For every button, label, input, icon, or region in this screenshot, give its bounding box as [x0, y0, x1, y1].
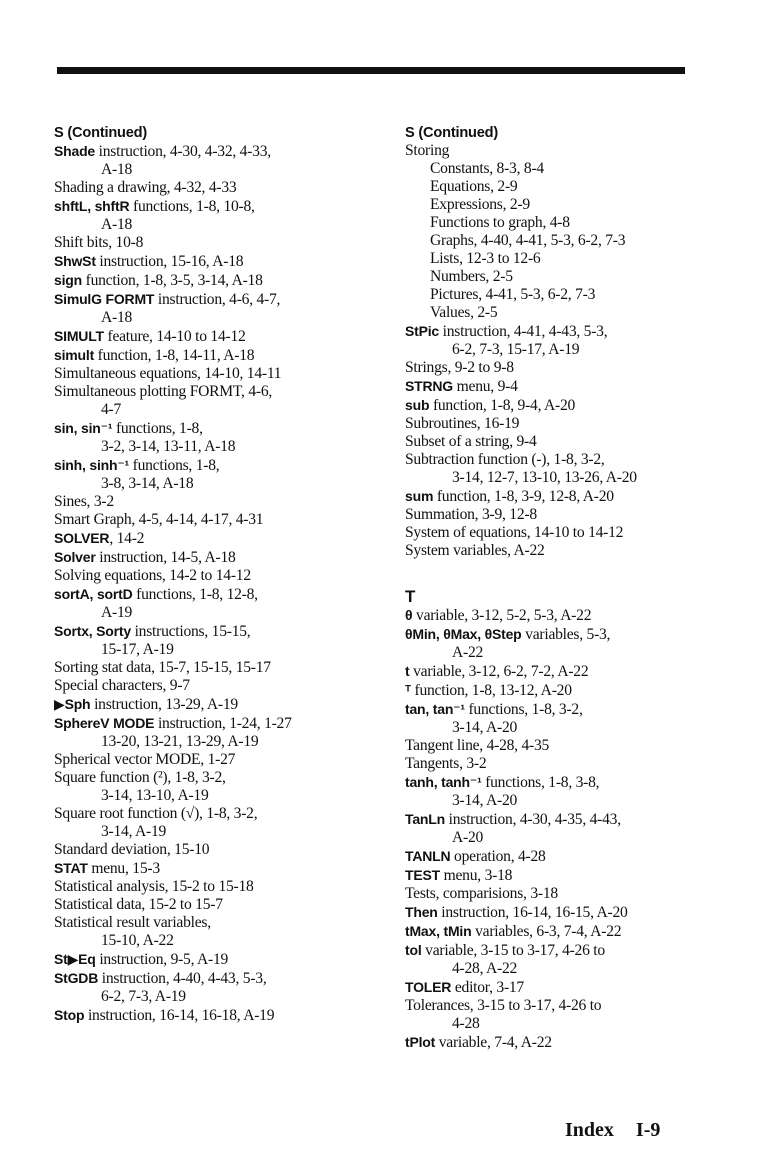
entry-keyword: Sortx, Sorty	[54, 623, 131, 639]
entry-continuation: 4-28, A-22	[452, 960, 518, 977]
entry-line	[54, 1006, 372, 1025]
entry-text: Summation, 3-9, 12-8	[405, 506, 537, 523]
entry-keyword: sortA, sortD	[54, 586, 133, 602]
entry-text: Spherical vector MODE, 1-27	[54, 751, 236, 768]
entry-continuation: 3-14, 12-7, 13-10, 13-26, A-20	[452, 469, 637, 486]
entry-keyword: tanh, tanh⁻¹	[405, 774, 482, 790]
entry-line	[54, 197, 372, 216]
entry-text: menu, 15-3	[87, 860, 160, 877]
storing-subentry: Constants, 8-3, 8-4	[430, 160, 544, 177]
right-entries-t-list	[405, 606, 705, 1052]
right-entries-s-list	[405, 322, 705, 560]
entry-line	[405, 922, 705, 941]
entry-keyword: St▶Eq	[54, 951, 96, 967]
entry-text: Sorting stat data, 15-7, 15-15, 15-17	[54, 659, 271, 676]
index-entry	[405, 847, 705, 866]
entry-text: functions, 1-8, 3-8,	[481, 774, 600, 791]
entry-text: instruction, 14-5, A-18	[95, 549, 236, 566]
index-entry	[54, 456, 372, 493]
entry-line	[54, 751, 372, 769]
entry-line	[405, 451, 705, 469]
entry-text: instructions, 15-15,	[130, 623, 251, 640]
entry-keyword: TOLER	[405, 979, 452, 995]
index-entry	[405, 451, 705, 487]
index-entry	[54, 234, 372, 252]
entry-text: System variables, A-22	[405, 542, 545, 559]
entry-keyword: Then	[405, 904, 438, 920]
entry-text: System of equations, 14-10 to 14-12	[405, 524, 624, 541]
entry-keyword: tan, tan⁻¹	[405, 701, 465, 717]
entry-text: function, 1-8, 3-9, 12-8, A-20	[433, 488, 614, 505]
entry-continuation: A-18	[101, 161, 133, 178]
entry-line	[54, 677, 372, 695]
entry-text: Tangent line, 4-28, 4-35	[405, 737, 550, 754]
entry-line	[54, 383, 372, 401]
entry-keyword: sinh, sinh⁻¹	[54, 457, 129, 473]
section-heading: S (Continued)	[405, 125, 499, 141]
index-entry	[54, 327, 372, 346]
entry-keyword: SIMULT	[54, 328, 104, 344]
entry-line	[54, 714, 372, 733]
entry-line	[54, 567, 372, 585]
entry-line	[54, 142, 372, 161]
entry-line	[54, 179, 372, 197]
entry-line	[54, 290, 372, 309]
entry-line	[405, 396, 705, 415]
entry-line	[54, 346, 372, 365]
entry-text: Shading a drawing, 4-32, 4-33	[54, 179, 237, 196]
index-column-right	[405, 124, 705, 1052]
entry-line	[405, 625, 705, 644]
entry-text: Standard deviation, 15-10	[54, 841, 210, 858]
entry-line	[54, 859, 372, 878]
entry-continuation: A-22	[452, 644, 484, 661]
entry-keyword: tMax, tMin	[405, 923, 472, 939]
index-entry	[54, 252, 372, 271]
index-entry	[405, 1033, 705, 1052]
index-entry	[405, 506, 705, 524]
entry-line	[405, 997, 705, 1015]
entry-text: instruction, 4-30, 4-32, 4-33,	[95, 143, 271, 160]
entry-label: Storing	[405, 142, 450, 159]
entry-line	[405, 700, 705, 719]
entry-text: function, 1-8, 3-5, 3-14, A-18	[81, 272, 263, 289]
entry-text: variable, 7-4, A-22	[435, 1034, 552, 1051]
entry-line	[405, 322, 705, 341]
entry-text: function, 1-8, 14-11, A-18	[94, 347, 255, 364]
entry-line	[54, 327, 372, 346]
entry-text: Statistical analysis, 15-2 to 15-18	[54, 878, 254, 895]
entry-keyword: shftL, shftR	[54, 198, 130, 214]
entry-continuation: 3-14, A-20	[452, 719, 518, 736]
index-entry	[405, 810, 705, 847]
entry-line	[54, 456, 372, 475]
entry-text: instruction, 16-14, 16-18, A-19	[84, 1007, 275, 1024]
index-entry	[54, 914, 372, 950]
entry-line	[54, 365, 372, 383]
entry-text: Subset of a string, 9-4	[405, 433, 537, 450]
index-entry	[54, 677, 372, 695]
entry-continuation: 6-2, 7-3, 15-17, A-19	[452, 341, 580, 358]
entry-line	[405, 415, 705, 433]
entry-line	[405, 941, 705, 960]
storing-subentry: Pictures, 4-41, 5-3, 6-2, 7-3	[430, 286, 596, 303]
entry-text: Shift bits, 10-8	[54, 234, 144, 251]
index-entry	[405, 662, 705, 681]
index-entry	[54, 969, 372, 1006]
entry-continuation: A-20	[452, 829, 484, 846]
entry-line	[54, 841, 372, 859]
entry-keyword: StPic	[405, 323, 440, 339]
entry-line	[54, 969, 372, 988]
index-entry	[405, 755, 705, 773]
entry-line	[405, 755, 705, 773]
index-entry	[54, 529, 372, 548]
entry-text: variables, 6-3, 7-4, A-22	[471, 923, 622, 940]
index-entry	[54, 896, 372, 914]
entry-text: instruction, 4-40, 4-43, 5-3,	[98, 970, 267, 987]
index-entry	[405, 377, 705, 396]
entry-text: Special characters, 9-7	[54, 677, 190, 694]
entry-line	[54, 659, 372, 677]
entry-line	[54, 585, 372, 604]
storing-subentry: Equations, 2-9	[430, 178, 518, 195]
entry-continuation: 3-14, 13-10, A-19	[101, 787, 209, 804]
index-entry	[54, 695, 372, 714]
entry-text: Tolerances, 3-15 to 3-17, 4-26 to	[405, 997, 602, 1014]
entry-text: Square root function (√), 1-8, 3-2,	[54, 805, 258, 822]
index-entry	[405, 606, 705, 625]
entry-line	[405, 542, 705, 560]
entry-continuation: 4-28	[452, 1015, 480, 1032]
entry-line	[54, 805, 372, 823]
left-entries-list	[54, 142, 372, 1025]
entry-line	[405, 524, 705, 542]
storing-subentry: Expressions, 2-9	[430, 196, 530, 213]
index-entry	[405, 978, 705, 997]
index-entry	[54, 493, 372, 511]
entry-line	[54, 271, 372, 290]
entry-text: Tests, comparisions, 3-18	[405, 885, 558, 902]
entry-line	[54, 493, 372, 511]
entry-text: Subtraction function (-), 1-8, 3-2,	[405, 451, 605, 468]
entry-line	[54, 695, 372, 714]
index-entry-storing	[405, 142, 705, 322]
entry-text: functions, 1-8,	[112, 420, 203, 437]
entry-continuation: 4-7	[101, 401, 122, 418]
entry-text: functions, 1-8, 12-8,	[132, 586, 258, 603]
index-entry	[54, 714, 372, 751]
entry-text: , 14-2	[109, 530, 145, 547]
entry-continuation: 15-17, A-19	[101, 641, 174, 658]
entry-line	[405, 903, 705, 922]
entry-line	[405, 847, 705, 866]
index-entry	[54, 878, 372, 896]
entry-keyword: tPlot	[405, 1034, 436, 1050]
entry-line	[405, 359, 705, 377]
entry-keyword: θMin, θMax, θStep	[405, 626, 522, 642]
page-footer	[565, 1119, 660, 1142]
index-entry	[54, 197, 372, 234]
index-entry	[405, 866, 705, 885]
storing-subentry: Graphs, 4-40, 4-41, 5-3, 6-2, 7-3	[430, 232, 626, 249]
index-entry	[54, 365, 372, 383]
entry-keyword: t	[405, 663, 410, 679]
entry-text: instruction, 9-5, A-19	[95, 951, 229, 968]
entry-line	[54, 529, 372, 548]
entry-text: Sines, 3-2	[54, 493, 114, 510]
entry-keyword: sum	[405, 488, 434, 504]
storing-subentry: Functions to graph, 4-8	[430, 214, 570, 231]
entry-line	[405, 487, 705, 506]
entry-text: variable, 3-15 to 3-17, 4-26 to	[421, 942, 605, 959]
entry-keyword: Solver	[54, 549, 96, 565]
index-entry	[405, 524, 705, 542]
index-entry	[54, 859, 372, 878]
entry-keyword: SimulG FORMT	[54, 291, 155, 307]
entry-keyword: SphereV MODE	[54, 715, 155, 731]
entry-line	[405, 737, 705, 755]
index-entry	[405, 997, 705, 1033]
storing-subentry: Lists, 12-3 to 12-6	[430, 250, 541, 267]
entry-line	[405, 866, 705, 885]
entry-continuation: 3-14, A-19	[101, 823, 167, 840]
index-entry	[54, 585, 372, 622]
index-entry	[54, 659, 372, 677]
index-entry	[54, 419, 372, 456]
entry-text: editor, 3-17	[451, 979, 524, 996]
entry-text: variables, 5-3,	[521, 626, 611, 643]
entry-text: Statistical data, 15-2 to 15-7	[54, 896, 223, 913]
entry-continuation: A-18	[101, 309, 133, 326]
index-entry	[405, 625, 705, 662]
entry-text: function, 1-8, 13-12, A-20	[410, 682, 572, 699]
entry-line	[54, 622, 372, 641]
index-column-left	[54, 124, 372, 1025]
entry-line	[405, 885, 705, 903]
entry-text: Solving equations, 14-2 to 14-12	[54, 567, 251, 584]
entry-keyword: TANLN	[405, 848, 451, 864]
entry-keyword: SOLVER	[54, 530, 110, 546]
entry-text: Tangents, 3-2	[405, 755, 487, 772]
index-entry	[405, 941, 705, 978]
entry-text: Subroutines, 16-19	[405, 415, 520, 432]
entry-line	[54, 896, 372, 914]
index-entry	[405, 885, 705, 903]
entry-line	[54, 511, 372, 529]
entry-text: menu, 9-4	[453, 378, 518, 395]
entry-keyword: θ	[405, 607, 413, 623]
entry-text: Smart Graph, 4-5, 4-14, 4-17, 4-31	[54, 511, 264, 528]
index-entry	[54, 511, 372, 529]
index-entry	[54, 179, 372, 197]
index-entry	[54, 769, 372, 805]
index-entry	[54, 622, 372, 659]
entry-line	[54, 914, 372, 932]
entry-keyword: ▶Sph	[54, 696, 91, 712]
index-entry	[54, 751, 372, 769]
index-entry	[405, 903, 705, 922]
entry-line	[405, 377, 705, 396]
index-entry	[405, 681, 705, 700]
index-entry	[405, 359, 705, 377]
entry-keyword: TEST	[405, 867, 440, 883]
entry-text: instruction, 16-14, 16-15, A-20	[437, 904, 628, 921]
entry-text: Simultaneous plotting FORMT, 4-6,	[54, 383, 273, 400]
entry-keyword: TanLn	[405, 811, 445, 827]
entry-text: Simultaneous equations, 14-10, 14-11	[54, 365, 282, 382]
entry-continuation: 15-10, A-22	[101, 932, 174, 949]
entry-text: functions, 1-8,	[129, 457, 220, 474]
entry-text: instruction, 1-24, 1-27	[154, 715, 292, 732]
index-entry	[54, 950, 372, 969]
entry-text: function, 1-8, 9-4, A-20	[429, 397, 576, 414]
section-heading-t: T	[405, 587, 416, 606]
entry-line	[54, 950, 372, 969]
index-entry	[54, 567, 372, 585]
entry-text: instruction, 4-6, 4-7,	[154, 291, 281, 308]
index-entry	[405, 700, 705, 737]
entry-text: functions, 1-8, 3-2,	[464, 701, 583, 718]
entry-line	[405, 506, 705, 524]
entry-text: functions, 1-8, 10-8,	[129, 198, 255, 215]
index-entry	[405, 542, 705, 560]
entry-text: variable, 3-12, 5-2, 5-3, A-22	[412, 607, 592, 624]
index-entry	[54, 383, 372, 419]
entry-text: instruction, 4-41, 4-43, 5-3,	[439, 323, 608, 340]
entry-continuation: 13-20, 13-21, 13-29, A-19	[101, 733, 259, 750]
index-entry	[54, 346, 372, 365]
entry-text: instruction, 4-30, 4-35, 4-43,	[444, 811, 621, 828]
entry-line	[54, 878, 372, 896]
entry-keyword: simult	[54, 347, 95, 363]
index-entry	[54, 290, 372, 327]
index-entry	[405, 773, 705, 810]
index-entry	[54, 548, 372, 567]
entry-line	[54, 419, 372, 438]
index-entry	[405, 922, 705, 941]
entry-keyword: STRNG	[405, 378, 454, 394]
index-entry	[54, 841, 372, 859]
entry-line	[405, 1033, 705, 1052]
entry-continuation: 3-14, A-20	[452, 792, 518, 809]
entry-text: instruction, 15-16, A-18	[95, 253, 244, 270]
entry-keyword: Shade	[54, 143, 96, 159]
entry-text: menu, 3-18	[439, 867, 513, 884]
entry-keyword: ᵀ	[405, 682, 411, 698]
entry-keyword: StGDB	[54, 970, 99, 986]
index-entry	[54, 805, 372, 841]
entry-line	[405, 681, 705, 700]
entry-keyword: tol	[405, 942, 422, 958]
entry-text: Square function (²), 1-8, 3-2,	[54, 769, 226, 786]
entry-text: feature, 14-10 to 14-12	[103, 328, 246, 345]
index-entry	[405, 433, 705, 451]
entry-continuation: 3-8, 3-14, A-18	[101, 475, 194, 492]
entry-line	[405, 433, 705, 451]
index-entry	[405, 322, 705, 359]
entry-continuation: A-18	[101, 216, 133, 233]
entry-keyword: sub	[405, 397, 430, 413]
storing-subentries	[405, 160, 705, 322]
entry-keyword: ShwSt	[54, 253, 96, 269]
entry-keyword: Stop	[54, 1007, 85, 1023]
entry-continuation: 6-2, 7-3, A-19	[101, 988, 186, 1005]
entry-continuation: 3-2, 3-14, 13-11, A-18	[101, 438, 236, 455]
footer-label: Index	[565, 1119, 614, 1141]
entry-line	[405, 662, 705, 681]
entry-line	[405, 606, 705, 625]
entry-line	[54, 252, 372, 271]
entry-line	[405, 773, 705, 792]
section-heading: S (Continued)	[54, 125, 148, 141]
entry-text: variable, 3-12, 6-2, 7-2, A-22	[409, 663, 589, 680]
entry-keyword: STAT	[54, 860, 88, 876]
entry-line	[54, 769, 372, 787]
page-number: I-9	[635, 1119, 661, 1141]
storing-subentry: Values, 2-5	[430, 304, 498, 321]
entry-line	[54, 234, 372, 252]
entry-text: Strings, 9-2 to 9-8	[405, 359, 514, 376]
entry-continuation: A-19	[101, 604, 133, 621]
entry-keyword: sin, sin⁻¹	[54, 420, 113, 436]
entry-line	[54, 548, 372, 567]
header-rule	[57, 67, 685, 74]
entry-line	[405, 810, 705, 829]
entry-text: Statistical result variables,	[54, 914, 211, 931]
index-entry	[405, 487, 705, 506]
entry-keyword: sign	[54, 272, 82, 288]
index-entry	[54, 1006, 372, 1025]
storing-subentry: Numbers, 2-5	[430, 268, 513, 285]
entry-text: operation, 4-28	[450, 848, 546, 865]
index-entry	[405, 396, 705, 415]
index-entry	[54, 271, 372, 290]
index-entry	[54, 142, 372, 179]
entry-text: instruction, 13-29, A-19	[90, 696, 238, 713]
index-entry	[405, 737, 705, 755]
entry-line	[405, 978, 705, 997]
index-entry	[405, 415, 705, 433]
